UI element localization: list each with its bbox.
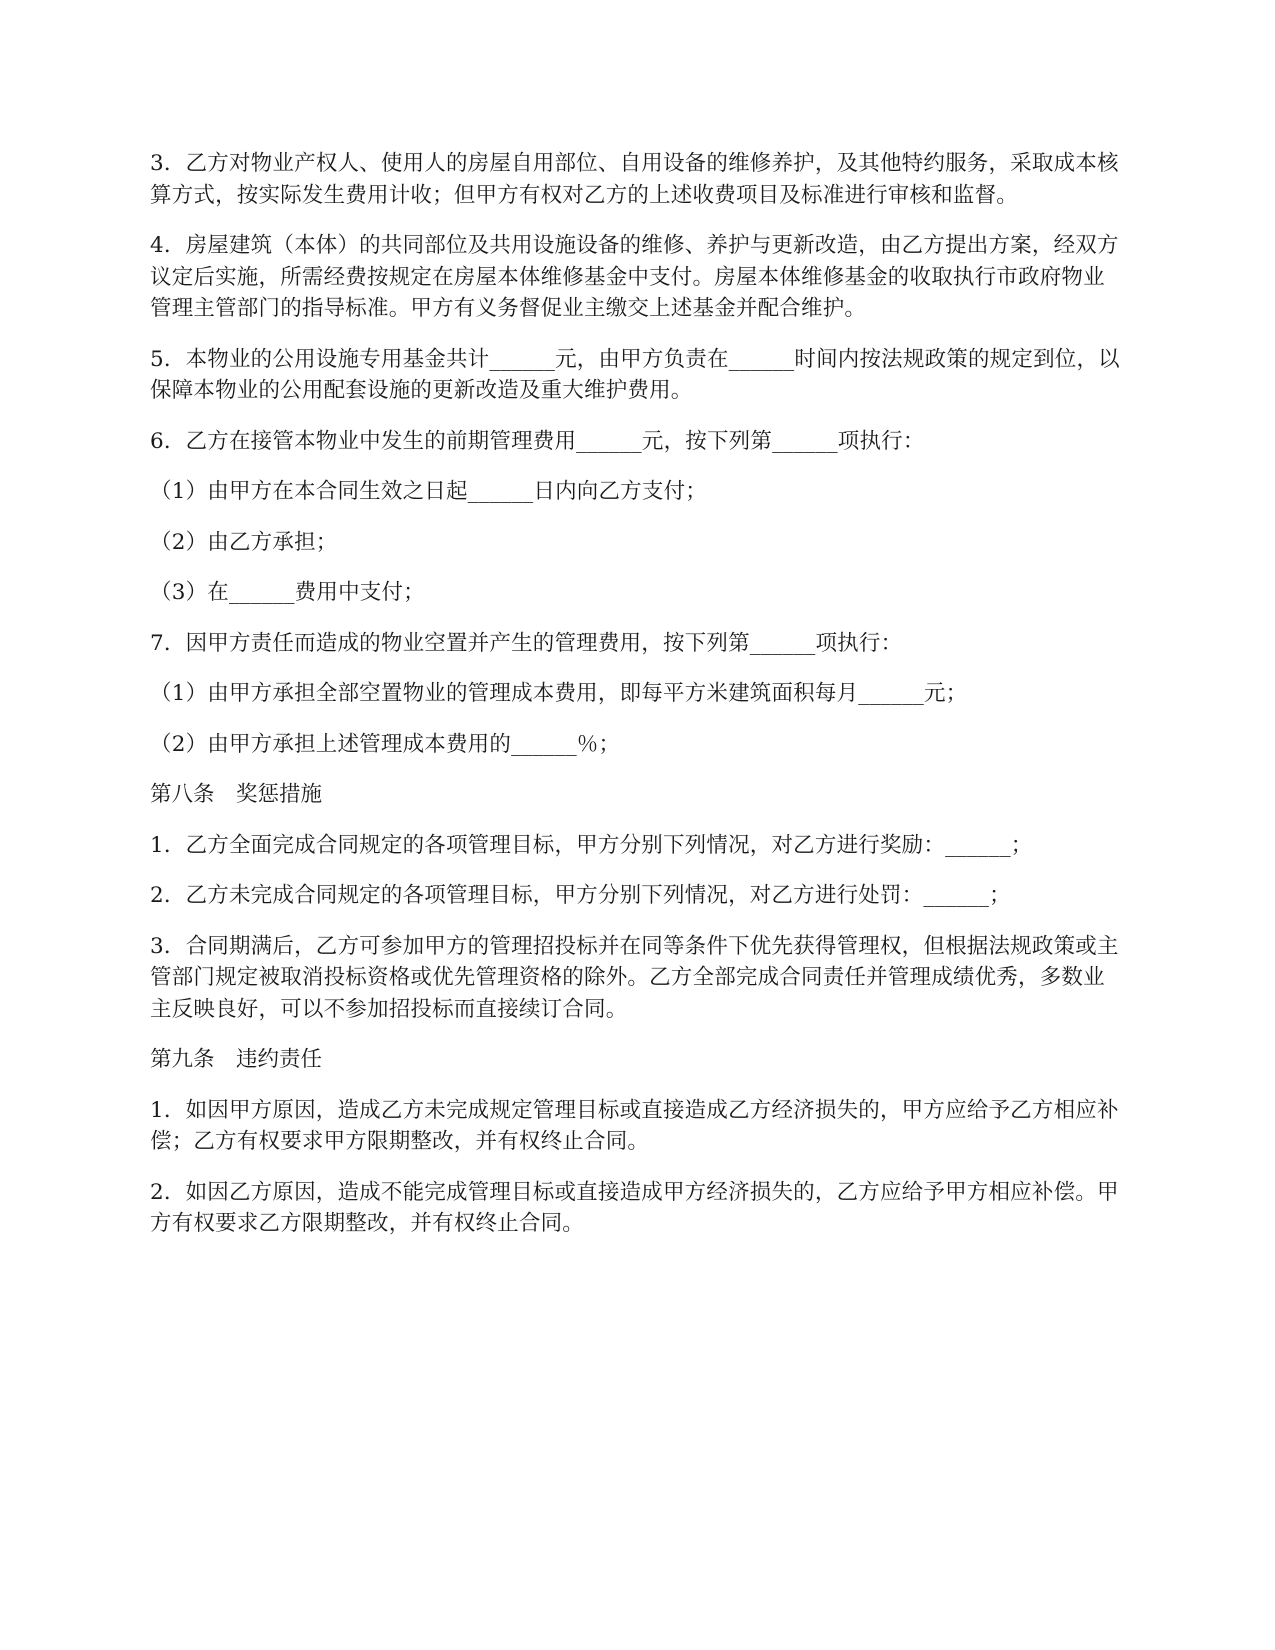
clause-6-option-1: （1）由甲方在本合同生效之日起______日内向乙方支付； — [150, 479, 707, 504]
article-8-clause-3: 3．合同期满后，乙方可参加甲方的管理招投标并在同等条件下优先获得管理权，但根据法规政策或主管部门规定被取消投标资格或优先管理资格的除外。乙方全部完成合同责任并管理成绩优秀，多数业主反映良好，可以不参加招投标而直接续订合同。 — [150, 933, 1119, 1022]
article-9-heading: 第九条 违约责任 — [150, 1047, 323, 1072]
clause-6-option-2: （2）由乙方承担； — [150, 529, 338, 555]
document-page — [150, 148, 1125, 1259]
article-9-clause-2: 2．如因乙方原因，造成不能完成管理目标或直接造成甲方经济损失的，乙方应给予甲方相应补偿。甲方有权要求乙方限期整改，并有权终止合同。 — [150, 1179, 1119, 1236]
clause-6-option-3: （3）在______费用中支付； — [150, 580, 425, 605]
clause-3-paragraph: 3．乙方对物业产权人、使用人的房屋自用部位、自用设备的维修养护，及其他特约服务，采取成本核算方式，按实际发生费用计收；但甲方有权对乙方的上述收费项目及标准进行审核和监督。 — [150, 151, 1119, 208]
clause-4-paragraph: 4．房屋建筑（本体）的共同部位及共用设施设备的维修、养护与更新改造，由乙方提出方案，经双方议定后实施，所需经费按规定在房屋本体维修基金中支付。房屋本体维修基金的收取执行市政府物业管理主管部门的指导标准。甲方有义务督促业主缴交上述基金并配合维护。 — [150, 233, 1119, 321]
clause-7-paragraph: 7．因甲方责任而造成的物业空置并产生的管理费用，按下列第______项执行： — [150, 630, 903, 656]
clause-7-option-2: （2）由甲方承担上述管理成本费用的______％； — [150, 731, 621, 757]
article-9-clause-1: 1．如因甲方原因，造成乙方未完成规定管理目标或直接造成乙方经济损失的，甲方应给予乙方相应补偿；乙方有权要求甲方限期整改，并有权终止合同。 — [150, 1097, 1119, 1154]
article-8-heading: 第八条 奖惩措施 — [150, 782, 323, 807]
article-8-clause-2: 2．乙方未完成合同规定的各项管理目标，甲方分别下列情况，对乙方进行处罚：______； — [150, 883, 1011, 908]
clause-5-paragraph: 5．本物业的公用设施专用基金共计______元，由甲方负责在______时间内按法规政策的规定到位，以保障本物业的公用配套设施的更新改造及重大维护费用。 — [150, 346, 1120, 403]
article-8-clause-1: 1．乙方全面完成合同规定的各项管理目标，甲方分别下列情况，对乙方进行奖励：______； — [150, 832, 1033, 858]
clause-7-option-1: （1）由甲方承担全部空置物业的管理成本费用，即每平方米建筑面积每月______元； — [150, 681, 968, 706]
clause-6-paragraph: 6．乙方在接管本物业中发生的前期管理费用______元，按下列第______项执行： — [150, 428, 925, 454]
